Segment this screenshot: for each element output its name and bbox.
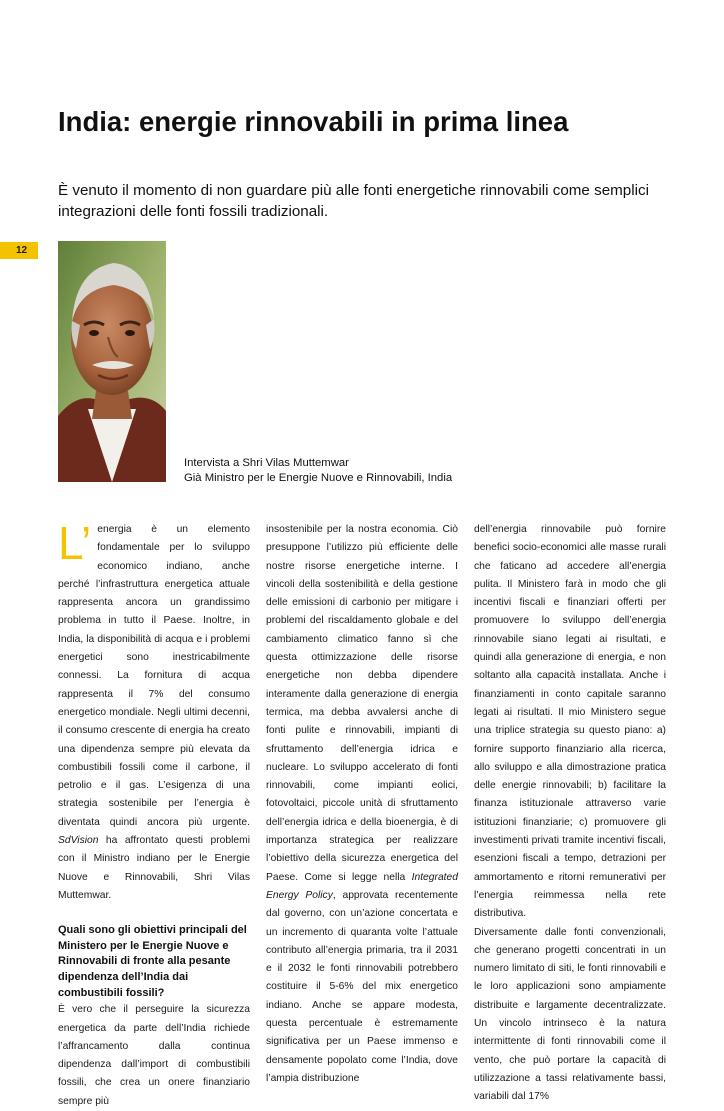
policy-name: Integrated Energy Policy [266,871,458,901]
intro-paragraph [58,517,250,905]
article-column-3 [474,521,666,1107]
article-column-1 [58,517,250,1111]
interview-question: Quali sono gli obiettivi principali del Ministero per le Energie Nuove e Rinnovabili di fronte alla pesante dipendenza dell’India dai combustibili fossili? [58,924,247,999]
article-column-2 [266,521,458,1088]
column-3-paragraph-b: Diversamente dalle fonti convenzionali, che generano progetti concentrati in un numero limitato di siti, le fonti rinnovabili e le loro applicazioni sono ampiamente distribuite e largamente decentralizzate. Un vincolo intrinseco è la natura intermittente di fonti rinnovabili come il vento, che può portare la capacità di utilizzazione a tassi relativamente bassi, variabili dal 17% [474,926,666,1103]
caption-interviewee: Intervista a Shri Vilas Muttemwar [184,457,349,469]
column-2-text-a: insostenibile per la nostra economia. Ciò presuppone l’utilizzo più efficiente delle nostre risorse energetiche interne. I vincoli della sostenibilità e della gestione delle emissioni di carbonio per mitigare i problemi del riscaldamento globale e del cambiamento climatico fanno sì che questa ottimizzazione delle risorse energetiche non debba dipendere interamente dalla generazione di energia termica, ma debba avvalersi anche di fonti pulite e rinnovabili, impianti di sfruttamento dell’energia idrica e nucleare. Lo sviluppo accelerato di fonti rinnovabili, come impianti eolici, fotovoltaici, piccole unità di sfruttamento dell’energia idrica e della bioenergia, è di importanza strategica per realizzare l’obiettivo della sicurezza energetica del Paese. Come si legge nella [266,524,458,883]
portrait-photo [58,241,166,482]
magazine-name: SdVision [58,835,99,847]
column-2-text-b: , approvata recentemente dal governo, con un’azione concertata e un incremento di quaranta volte l’attuale contributo all’energia primaria, tra il 2031 e il 2032 le fonti rinnovabili potrebbero costituire il 5-6% del mix energetico indiano. Anche se appare modesta, questa percentuale è estremamente significativa per un Paese immenso e densamente popolato come l’India, dove l’ampia distribuzione [266,889,459,1084]
interview-caption [184,456,452,486]
drop-cap: L’ [58,517,92,569]
column-3-paragraph-a: dell’energia rinnovabile può fornire benefici socio-economici alle masse rurali che faticano ad accedere all’energia pulita. Il Ministero farà in modo che gli incentivi fiscali e finanziari offerti per promuovere lo sviluppo dell’energia rinnovabile siano legati ai risultati, e quindi alla generazione di energia, e non soltanto alla capacità installata. Anche i finanziamenti in conto capitale saranno legati ai risultati. Il mio Ministero segue una triplice strategia su questo piano: a) fornire supporto finanziario alla ricerca, allo sviluppo e alla dimostrazione pratica delle energie rinnovabili; b) facilitare la finanza istituzionale attraverso varie istituzioni finanziarie; c) promuovere gli investimenti privati tramite incentivi fiscali, esenzioni fiscali a tempo, detrazioni per ammortamento e ritorni remunerativi per l’energia reimmessa nella rete distributiva. [474,524,666,920]
intro-text-end: ha affrontato questi problemi con il Ministro indiano per le Energie Nuove e Rinnovabili, Shri Vilas Muttemwar. [58,835,250,901]
article-subtitle: È venuto il momento di non guardare più alle fonti energetiche rinnovabili come semplici integrazioni delle fonti fossili tradizionali. [58,182,649,220]
column-2-paragraph [266,521,458,1088]
caption-role: Già Ministro per le Energie Nuove e Rinnovabili, India [184,472,453,484]
intro-text: energia è un elemento fondamentale per lo sviluppo economico indiano, anche perché l’infrastruttura energetica attuale rappresenta ancora un grandissimo problema in tutto il Paese. Inoltre, in India, la disponibilità di acqua e i problemi energetici sono inestricabilmente connessi. La fornitura di acqua rappresenta il 7% del consumo energetico mondiale. Negli ultimi decenni, il consumo crescente di energia ha creato una dipendenza sempre più elevata da combustibili fossili come il carbone, il petrolio e il gas. L’esigenza di una strategia sostenibile per l’energia è diventata quindi ancora più urgente. [58,524,250,828]
page-number-badge: 12 [0,242,38,259]
answer-paragraph: È vero che il perseguire la sicurezza energetica da parte dell’India richiede l’affrancamento dalla continua dipendenza dall’import di combustibili fossili, che crea un onere finanziario sempre più [58,1004,250,1107]
article-title: India: energie rinnovabili in prima linea [58,106,569,137]
